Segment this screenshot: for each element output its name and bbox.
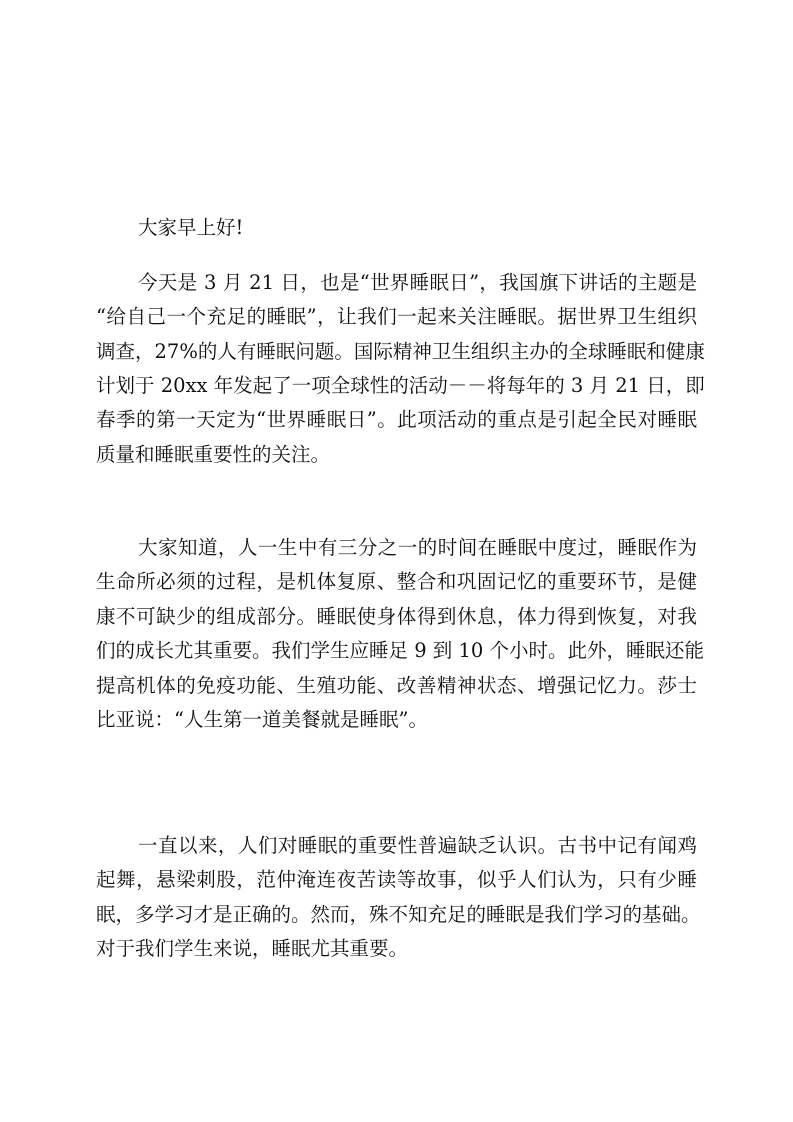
paragraph-line: 提高机体的免疫功能、生殖功能、改善精神状态、增强记忆力。莎士 <box>96 674 697 697</box>
paragraph-line: 大家知道，人一生中有三分之一的时间在睡眠中度过，睡眠作为 <box>138 536 697 559</box>
paragraph-line: “给自己一个充足的睡眠”，让我们一起来关注睡眠。据世界卫生组织 <box>96 305 697 328</box>
paragraph-line: 起舞，悬梁刺股，范仲淹连夜苦读等故事，似乎人们认为，只有少睡 <box>96 868 697 891</box>
paragraph-line: 眠，多学习才是正确的。然而，殊不知充足的睡眠是我们学习的基础。 <box>96 903 701 926</box>
paragraph-line: 计划于 20xx 年发起了一项全球性的活动－－将每年的 3 月 21 日，即 <box>96 374 705 397</box>
greeting: 大家早上好! <box>138 216 244 239</box>
paragraph-line: 康不可缺少的组成部分。睡眠使身体得到休息，体力得到恢复，对我 <box>96 605 697 628</box>
paragraph-line: 生命所必须的过程，是机体复原、整合和巩固记忆的重要环节，是健 <box>96 570 697 593</box>
paragraph-line: 调查，27%的人有睡眠问题。国际精神卫生组织主办的全球睡眠和健康 <box>96 340 705 363</box>
paragraph-line: 一直以来，人们对睡眠的重要性普遍缺乏认识。古书中记有闻鸡 <box>138 834 697 857</box>
paragraph-line: 质量和睡眠重要性的关注。 <box>96 443 331 466</box>
paragraph-line: 比亚说：“人生第一道美餐就是睡眠”。 <box>96 708 428 731</box>
paragraph-line: 对于我们学生来说，睡眠尤其重要。 <box>96 937 409 960</box>
paragraph-line: 今天是 3 月 21 日，也是“世界睡眠日”，我国旗下讲话的主题是 <box>138 271 697 294</box>
paragraph-line: 们的成长尤其重要。我们学生应睡足 9 到 10 个小时。此外，睡眠还能 <box>96 639 705 662</box>
paragraph-line: 春季的第一天定为“世界睡眠日”。此项活动的重点是引起全民对睡眠 <box>96 408 697 431</box>
